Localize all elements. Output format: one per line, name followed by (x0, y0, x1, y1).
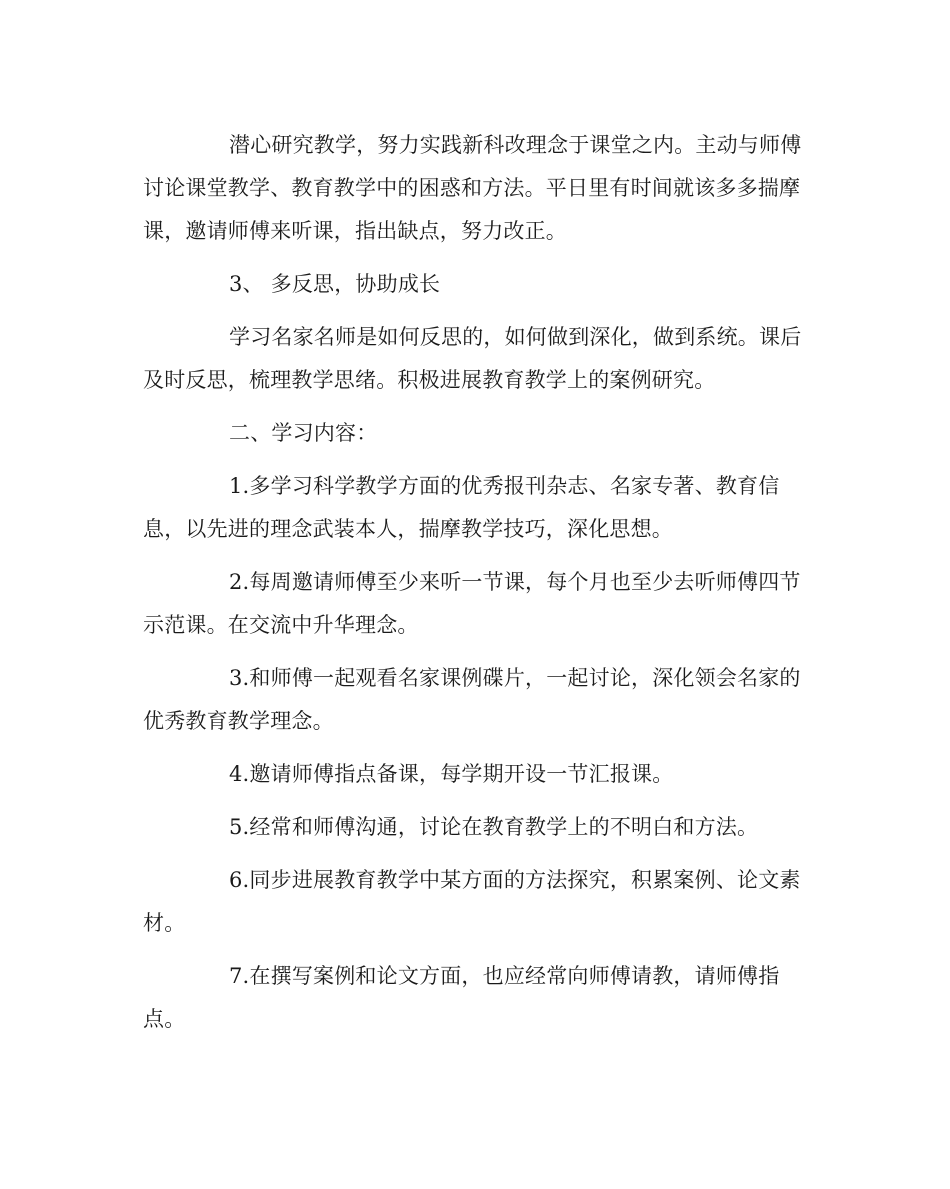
paragraph-2: 学习名家名师是如何反思的，如何做到深化，做到系统。课后及时反思，梳理教学思绪。积极进展教育教学上的案例研究。 (143, 325, 802, 392)
list-item-2: 2.每周邀请师傅至少来听一节课，每个月也至少去听师傅四节示范课。在交流中升华理念。 (143, 570, 801, 637)
list-item-7: 7.在撰写案例和论文方面，也应经常向师傅请教，请师傅指点。 (143, 964, 780, 1031)
list-item-5: 5.经常和师傅沟通，讨论在教育教学上的不明白和方法。 (229, 815, 759, 839)
paragraph-1: 潜心研究教学，努力实践新科改理念于课堂之内。主动与师傅讨论课堂教学、教育教学中的困惑和方法。平日里有时间就该多多揣摩课，邀请师傅来听课，指出缺点，努力改正。 (143, 133, 802, 243)
section-heading-reflection: 3、 多反思，协助成长 (229, 272, 441, 296)
list-item-3: 3.和师傅一起观看名家课例碟片，一起讨论，深化领会名家的优秀教育教学理念。 (143, 666, 801, 733)
list-item-1: 1.多学习科学教学方面的优秀报刊杂志、名家专著、教育信息，以先进的理念武装本人，揣摩教学技巧，深化思想。 (143, 474, 780, 541)
document-page (143, 124, 803, 1041)
section-heading-content: 二、学习内容： (229, 421, 378, 445)
list-item-6: 6.同步进展教育教学中某方面的方法探究，积累案例、论文素材。 (143, 868, 801, 935)
list-item-4: 4.邀请师傅指点备课，每学期开设一节汇报课。 (229, 762, 674, 786)
